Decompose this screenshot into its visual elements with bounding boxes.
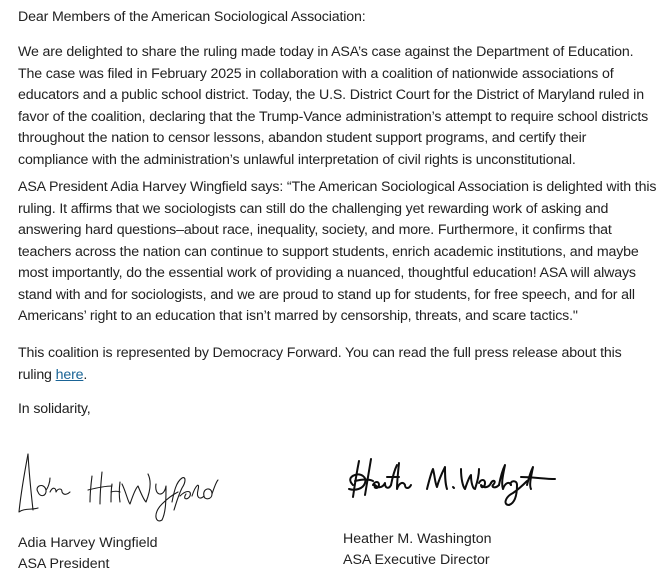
- signer-name: Heather M. Washington: [343, 531, 492, 547]
- coalition-text: This coalition is represented by Democracy Forward. You can read the full press release about this ruling: [18, 345, 622, 383]
- signature-heather-m-washington-icon: [343, 455, 558, 515]
- signer-name: Adia Harvey Wingfield: [18, 535, 158, 551]
- signer-title: ASA Executive Director: [343, 552, 490, 568]
- signer-heather-m-washington: [343, 529, 492, 571]
- coalition-text-end: .: [83, 366, 88, 383]
- coalition-paragraph: [18, 343, 658, 386]
- ruling-paragraph: We are delighted to share the ruling made today in ASA’s case against the Department of Education. The case was filed in February 2025 in collaboration with a coalition of nationwide associations of educators and a public school district. Today, the U.S. District Court for the District of Maryland ruled in favor of the coalition, declaring that the Trump-Vance administration’s attempt to require school districts throughout the nation to censor lessons, abandon student support programs, and certify their compliance with the administration’s unlawful interpretation of civil rights is unconstitutional.: [18, 44, 649, 168]
- president-quote-paragraph: ASA President Adia Harvey Wingfield says: “The American Sociological Association is delighted with this ruling. It affirms that we sociologists can still do the challenging yet rewarding work of asking and answering hard questions–about race, inequality, society, and more. Furthermore, it confirms that teachers across the nation can continue to support students, enrich academic institutions, and maybe most importantly, do the essential work of providing a nuanced, thoughtful education! ASA will always stand with and for sociologists, and we are proud to stand up for students, for free speech, and for all Americans’ right to an education that isn’t marred by censorship, threats, and scare tactics.": [18, 179, 657, 324]
- press-release-link[interactable]: here: [55, 366, 84, 383]
- signer-title: ASA President: [18, 556, 110, 572]
- signer-adia-harvey-wingfield: [18, 533, 158, 575]
- closing: In solidarity,: [18, 401, 91, 417]
- signature-adia-harvey-wingfield-icon: [16, 452, 226, 524]
- greeting: Dear Members of the American Sociological Association:: [18, 9, 366, 25]
